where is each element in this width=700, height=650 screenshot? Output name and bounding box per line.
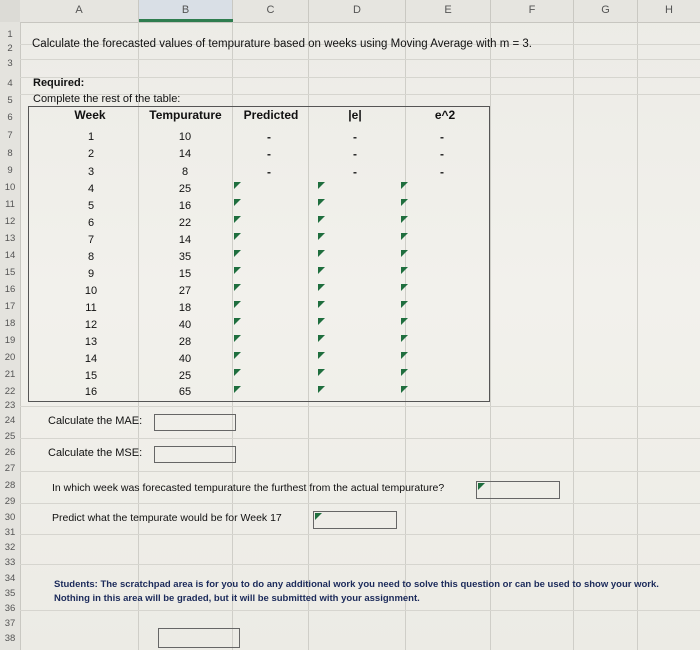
temperature-cell[interactable]: 25: [178, 183, 192, 195]
row-number[interactable]: 35: [4, 588, 16, 599]
input-cell-marker[interactable]: [401, 250, 408, 257]
row-number[interactable]: 17: [4, 301, 16, 312]
input-cell-marker[interactable]: [318, 250, 325, 257]
row-number[interactable]: 27: [4, 463, 16, 474]
input-cell-marker[interactable]: [234, 369, 241, 376]
input-cell-marker[interactable]: [318, 267, 325, 274]
week-cell[interactable]: 14: [84, 353, 98, 365]
input-cell-marker[interactable]: [234, 335, 241, 342]
row-number[interactable]: 6: [7, 112, 13, 123]
predicted-dash: -: [267, 147, 271, 161]
input-cell-marker[interactable]: [401, 369, 408, 376]
row-number[interactable]: 18: [4, 318, 16, 329]
gridline: [637, 22, 638, 650]
temperature-cell[interactable]: 22: [178, 217, 192, 229]
week-cell[interactable]: 12: [84, 319, 98, 331]
temperature-cell[interactable]: 8: [181, 166, 189, 178]
row-number[interactable]: 7: [7, 130, 13, 141]
row-number[interactable]: 5: [7, 95, 13, 106]
row-number[interactable]: 8: [7, 148, 13, 159]
week-cell[interactable]: 4: [87, 183, 95, 195]
row-number[interactable]: 30: [4, 512, 16, 523]
input-cell-marker[interactable]: [234, 318, 241, 325]
temperature-cell[interactable]: 40: [178, 319, 192, 331]
input-cell-marker[interactable]: [234, 199, 241, 206]
row-number[interactable]: 32: [4, 542, 16, 553]
instruction-text: Calculate the forecasted values of tempurature based on weeks using Moving Average with m = 3.: [32, 38, 533, 50]
input-cell-marker[interactable]: [234, 267, 241, 274]
predicted-dash: -: [267, 130, 271, 144]
input-cell-marker[interactable]: [401, 318, 408, 325]
row-number[interactable]: 14: [4, 250, 16, 261]
week-cell[interactable]: 6: [87, 217, 95, 229]
input-cell-marker[interactable]: [234, 233, 241, 240]
temperature-cell[interactable]: 16: [178, 200, 192, 212]
abs-error-dash: -: [353, 165, 357, 179]
input-cell-marker[interactable]: [318, 369, 325, 376]
week-cell[interactable]: 9: [87, 268, 95, 280]
temperature-cell[interactable]: 15: [178, 268, 192, 280]
row-number[interactable]: 12: [4, 216, 16, 227]
input-cell-marker[interactable]: [401, 352, 408, 359]
row-number[interactable]: 10: [4, 182, 16, 193]
input-cell-marker[interactable]: [234, 301, 241, 308]
squared-error-dash: -: [440, 165, 444, 179]
column-header-a[interactable]: A: [20, 0, 139, 22]
mse-answer-box[interactable]: [154, 446, 236, 463]
temperature-cell[interactable]: 25: [178, 370, 192, 382]
column-header-b[interactable]: B: [139, 0, 233, 22]
input-cell-marker: [478, 483, 485, 490]
input-cell-marker[interactable]: [318, 352, 325, 359]
complete-label: Complete the rest of the table:: [33, 93, 181, 105]
input-cell-marker[interactable]: [318, 182, 325, 189]
temperature-cell[interactable]: 65: [178, 386, 192, 398]
week-cell[interactable]: 10: [84, 285, 98, 297]
input-cell-marker[interactable]: [318, 386, 325, 393]
gridline: [20, 564, 700, 565]
required-label: Required:: [33, 77, 85, 89]
input-cell-marker[interactable]: [401, 386, 408, 393]
scratchpad-note: Students: The scratchpad area is for you to do any additional work you need to solve this question or can be used to show your work.: [54, 579, 659, 590]
input-cell-marker[interactable]: [401, 284, 408, 291]
gridline: [20, 406, 700, 407]
week-cell[interactable]: 11: [85, 302, 97, 314]
week-cell[interactable]: 7: [87, 234, 95, 246]
week-cell[interactable]: 15: [84, 370, 98, 382]
column-header-c[interactable]: C: [233, 0, 309, 22]
row-number[interactable]: 37: [4, 618, 16, 629]
furthest-week-question: In which week was forecasted tempurature the furthest from the actual tempurature?: [52, 482, 445, 494]
input-cell-marker[interactable]: [318, 216, 325, 223]
gridline: [20, 610, 700, 611]
week-cell[interactable]: 5: [87, 200, 95, 212]
row-number[interactable]: 28: [4, 480, 16, 491]
column-header-h[interactable]: H: [638, 0, 700, 22]
gridline: [20, 503, 700, 504]
mae-label: Calculate the MAE:: [48, 415, 143, 427]
gridline: [20, 471, 700, 472]
week-cell[interactable]: 1: [87, 131, 95, 143]
temperature-cell[interactable]: 35: [178, 251, 192, 263]
week-cell[interactable]: 8: [87, 251, 95, 263]
column-header-bar: [0, 0, 700, 23]
gridline: [20, 534, 700, 535]
row-number[interactable]: 2: [7, 43, 13, 54]
input-cell-marker[interactable]: [401, 335, 408, 342]
row-number[interactable]: 13: [4, 233, 16, 244]
selected-column-indicator: [139, 19, 233, 22]
input-cell-marker[interactable]: [401, 216, 408, 223]
week-cell[interactable]: 3: [87, 166, 95, 178]
row-number[interactable]: 1: [7, 29, 13, 40]
row-number[interactable]: 4: [7, 78, 13, 89]
week-cell[interactable]: 13: [84, 336, 98, 348]
week-cell[interactable]: 2: [87, 148, 95, 160]
row-number[interactable]: 22: [4, 386, 16, 397]
row-number[interactable]: 15: [4, 267, 16, 278]
squared-error-dash: -: [440, 130, 444, 144]
gridline: [20, 59, 700, 60]
row-number[interactable]: 23: [4, 400, 16, 411]
input-cell-marker[interactable]: [234, 182, 241, 189]
input-cell-marker[interactable]: [234, 284, 241, 291]
input-cell-marker[interactable]: [318, 301, 325, 308]
predicted-dash: -: [267, 165, 271, 179]
row-number[interactable]: 33: [4, 557, 16, 568]
input-cell-marker[interactable]: [318, 318, 325, 325]
temperature-cell[interactable]: 14: [178, 148, 192, 160]
furthest-week-answer-box[interactable]: [476, 481, 560, 499]
gridline: [20, 77, 700, 78]
scratchpad-cell[interactable]: [158, 628, 240, 648]
temperature-cell[interactable]: 28: [178, 336, 192, 348]
temperature-cell[interactable]: 27: [178, 285, 192, 297]
predict-week17-answer-box[interactable]: [313, 511, 397, 529]
input-cell-marker[interactable]: [234, 386, 241, 393]
abs-error-dash: -: [353, 147, 357, 161]
table-header-predicted: Predicted: [243, 108, 299, 122]
row-header-bar: [0, 22, 21, 650]
input-cell-marker[interactable]: [234, 250, 241, 257]
week-cell[interactable]: 16: [84, 386, 98, 398]
row-number[interactable]: 20: [4, 352, 16, 363]
row-number[interactable]: 38: [4, 633, 16, 644]
row-number[interactable]: 29: [4, 496, 16, 507]
row-number[interactable]: 19: [4, 335, 16, 346]
row-number[interactable]: 9: [7, 165, 13, 176]
input-cell-marker[interactable]: [318, 335, 325, 342]
gridline: [573, 22, 574, 650]
input-cell-marker[interactable]: [318, 199, 325, 206]
table-header-squared-error: e^2: [434, 108, 456, 122]
temperature-cell[interactable]: 14: [178, 234, 192, 246]
row-number[interactable]: 24: [4, 415, 16, 426]
gridline: [490, 22, 491, 650]
row-number[interactable]: 16: [4, 284, 16, 295]
mae-answer-box[interactable]: [154, 414, 236, 431]
row-number[interactable]: 3: [7, 58, 13, 69]
input-cell-marker[interactable]: [234, 216, 241, 223]
input-cell-marker: [315, 513, 322, 520]
table-header-week: Week: [74, 108, 106, 122]
squared-error-dash: -: [440, 147, 444, 161]
row-number[interactable]: 11: [5, 199, 15, 210]
column-header-d[interactable]: D: [309, 0, 406, 22]
row-number[interactable]: 21: [4, 369, 16, 380]
table-header-abs-error: |e|: [348, 108, 362, 122]
row-number[interactable]: 31: [4, 527, 16, 538]
predict-week17-question: Predict what the tempurate would be for Week 17: [52, 512, 282, 524]
table-header-temperature: Tempurature: [149, 108, 222, 122]
row-number[interactable]: 26: [4, 447, 16, 458]
input-cell-marker[interactable]: [401, 199, 408, 206]
row-number[interactable]: 36: [4, 603, 16, 614]
temperature-cell[interactable]: 40: [178, 353, 192, 365]
input-cell-marker[interactable]: [401, 182, 408, 189]
input-cell-marker[interactable]: [234, 352, 241, 359]
input-cell-marker[interactable]: [401, 301, 408, 308]
gridline: [20, 438, 700, 439]
input-cell-marker[interactable]: [318, 284, 325, 291]
input-cell-marker[interactable]: [401, 233, 408, 240]
input-cell-marker[interactable]: [318, 233, 325, 240]
row-number[interactable]: 34: [4, 573, 16, 584]
column-header-g[interactable]: G: [574, 0, 638, 22]
mse-label: Calculate the MSE:: [48, 447, 143, 459]
row-number[interactable]: 25: [4, 431, 16, 442]
temperature-cell[interactable]: 18: [178, 302, 192, 314]
temperature-cell[interactable]: 10: [178, 131, 192, 143]
column-header-e[interactable]: E: [406, 0, 491, 22]
column-header-f[interactable]: F: [491, 0, 574, 22]
abs-error-dash: -: [353, 130, 357, 144]
select-all-corner[interactable]: [0, 0, 20, 22]
input-cell-marker[interactable]: [401, 267, 408, 274]
scratchpad-note-2: Nothing in this area will be graded, but it will be submitted with your assignment.: [54, 593, 420, 604]
